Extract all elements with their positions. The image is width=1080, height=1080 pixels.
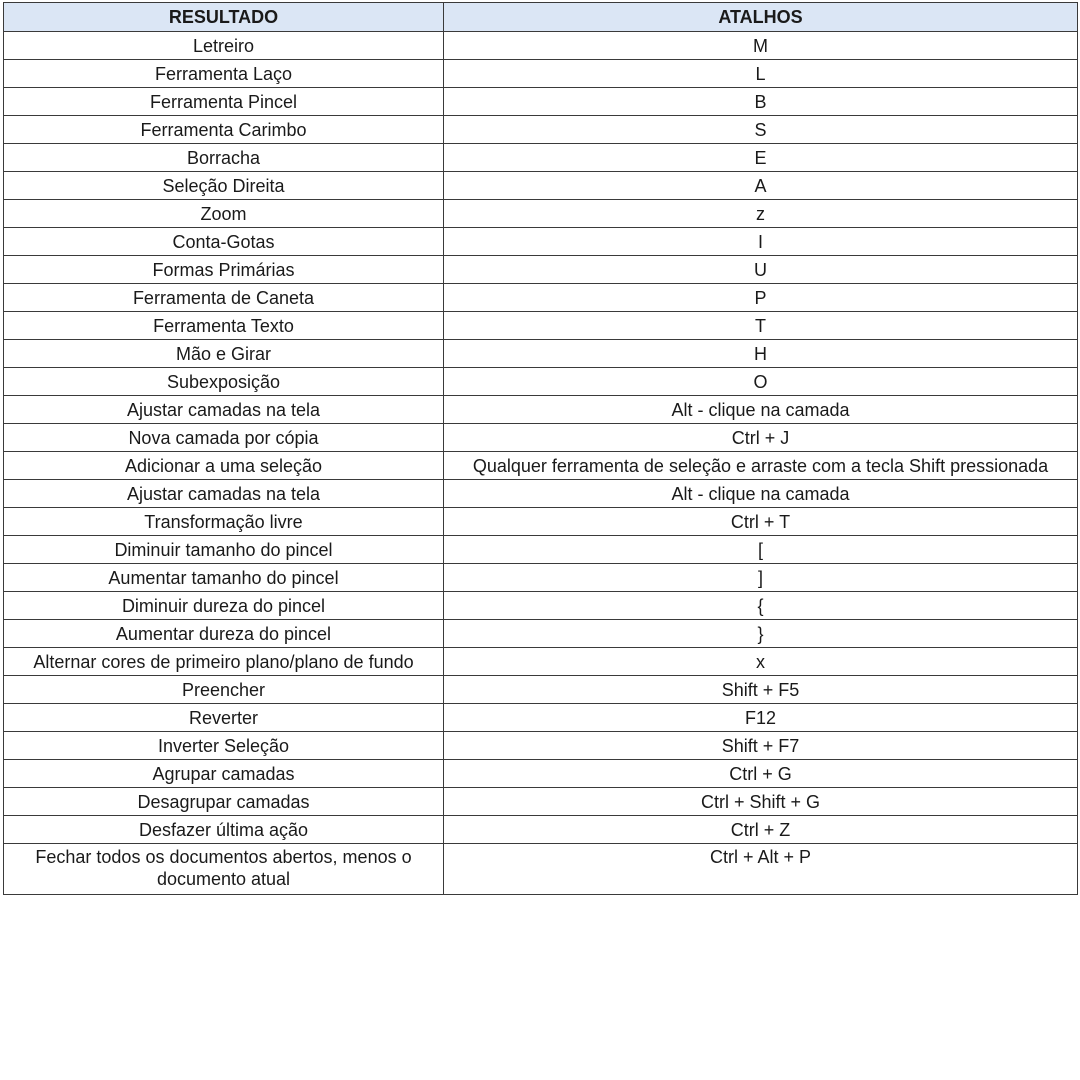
result-cell: Desagrupar camadas [4,788,444,816]
table-row [4,200,1078,228]
table-row [4,732,1078,760]
shortcut-cell: A [444,172,1078,200]
shortcut-cell: I [444,228,1078,256]
table-row [4,144,1078,172]
table-row [4,676,1078,704]
result-cell: Adicionar a uma seleção [4,452,444,480]
table-row [4,424,1078,452]
result-cell: Ajustar camadas na tela [4,396,444,424]
header-row [4,3,1078,32]
shortcut-cell: z [444,200,1078,228]
table-row [4,788,1078,816]
table-row [4,480,1078,508]
table-row [4,648,1078,676]
table-row [4,340,1078,368]
result-cell: Aumentar dureza do pincel [4,620,444,648]
shortcut-cell: U [444,256,1078,284]
shortcuts-table [3,2,1078,895]
result-cell: Ajustar camadas na tela [4,480,444,508]
table-row [4,564,1078,592]
table-row [4,760,1078,788]
shortcut-cell: Ctrl + J [444,424,1078,452]
shortcut-cell: [ [444,536,1078,564]
table-body [4,32,1078,895]
result-cell: Ferramenta de Caneta [4,284,444,312]
table-row [4,172,1078,200]
table-row [4,844,1078,895]
shortcut-cell: Qualquer ferramenta de seleção e arraste com a tecla Shift pressionada [444,452,1078,480]
result-cell: Inverter Seleção [4,732,444,760]
table-row [4,284,1078,312]
shortcut-cell: Ctrl + T [444,508,1078,536]
result-cell: Borracha [4,144,444,172]
shortcut-cell: } [444,620,1078,648]
result-cell: Desfazer última ação [4,816,444,844]
shortcut-cell: Alt - clique na camada [444,480,1078,508]
header-result: RESULTADO [4,3,444,32]
result-cell: Preencher [4,676,444,704]
shortcut-cell: E [444,144,1078,172]
shortcut-cell: Ctrl + Alt + P [444,844,1078,895]
result-cell: Ferramenta Laço [4,60,444,88]
result-cell: Seleção Direita [4,172,444,200]
result-cell: Mão e Girar [4,340,444,368]
table-row [4,536,1078,564]
result-cell: Conta-Gotas [4,228,444,256]
result-cell: Nova camada por cópia [4,424,444,452]
shortcut-cell: O [444,368,1078,396]
table-row [4,592,1078,620]
table-row [4,704,1078,732]
shortcut-cell: x [444,648,1078,676]
table-row [4,32,1078,60]
table-row [4,620,1078,648]
shortcut-cell: Alt - clique na camada [444,396,1078,424]
shortcut-cell: S [444,116,1078,144]
shortcut-cell: M [444,32,1078,60]
shortcut-cell: P [444,284,1078,312]
table-row [4,368,1078,396]
result-cell: Subexposição [4,368,444,396]
table-row [4,816,1078,844]
shortcut-cell: { [444,592,1078,620]
table-row [4,508,1078,536]
result-cell: Aumentar tamanho do pincel [4,564,444,592]
table-row [4,256,1078,284]
result-cell: Ferramenta Pincel [4,88,444,116]
shortcut-cell: L [444,60,1078,88]
result-cell: Letreiro [4,32,444,60]
result-cell: Fechar todos os documentos abertos, menos o documento atual [4,844,444,895]
shortcut-cell: ] [444,564,1078,592]
shortcut-cell: H [444,340,1078,368]
shortcut-cell: Shift + F7 [444,732,1078,760]
result-cell: Ferramenta Carimbo [4,116,444,144]
header-shortcut: ATALHOS [444,3,1078,32]
shortcuts-sheet [3,2,1077,895]
table-row [4,60,1078,88]
table-row [4,312,1078,340]
result-cell: Alternar cores de primeiro plano/plano de fundo [4,648,444,676]
shortcut-cell: Ctrl + Z [444,816,1078,844]
result-cell: Agrupar camadas [4,760,444,788]
shortcut-cell: Ctrl + Shift + G [444,788,1078,816]
table-row [4,396,1078,424]
shortcut-cell: T [444,312,1078,340]
result-cell: Formas Primárias [4,256,444,284]
result-cell: Reverter [4,704,444,732]
result-cell: Diminuir tamanho do pincel [4,536,444,564]
table-row [4,228,1078,256]
result-cell: Zoom [4,200,444,228]
shortcut-cell: F12 [444,704,1078,732]
table-row [4,452,1078,480]
result-cell: Diminuir dureza do pincel [4,592,444,620]
table-row [4,116,1078,144]
table-row [4,88,1078,116]
shortcut-cell: B [444,88,1078,116]
result-cell: Transformação livre [4,508,444,536]
shortcut-cell: Ctrl + G [444,760,1078,788]
shortcut-cell: Shift + F5 [444,676,1078,704]
result-cell: Ferramenta Texto [4,312,444,340]
